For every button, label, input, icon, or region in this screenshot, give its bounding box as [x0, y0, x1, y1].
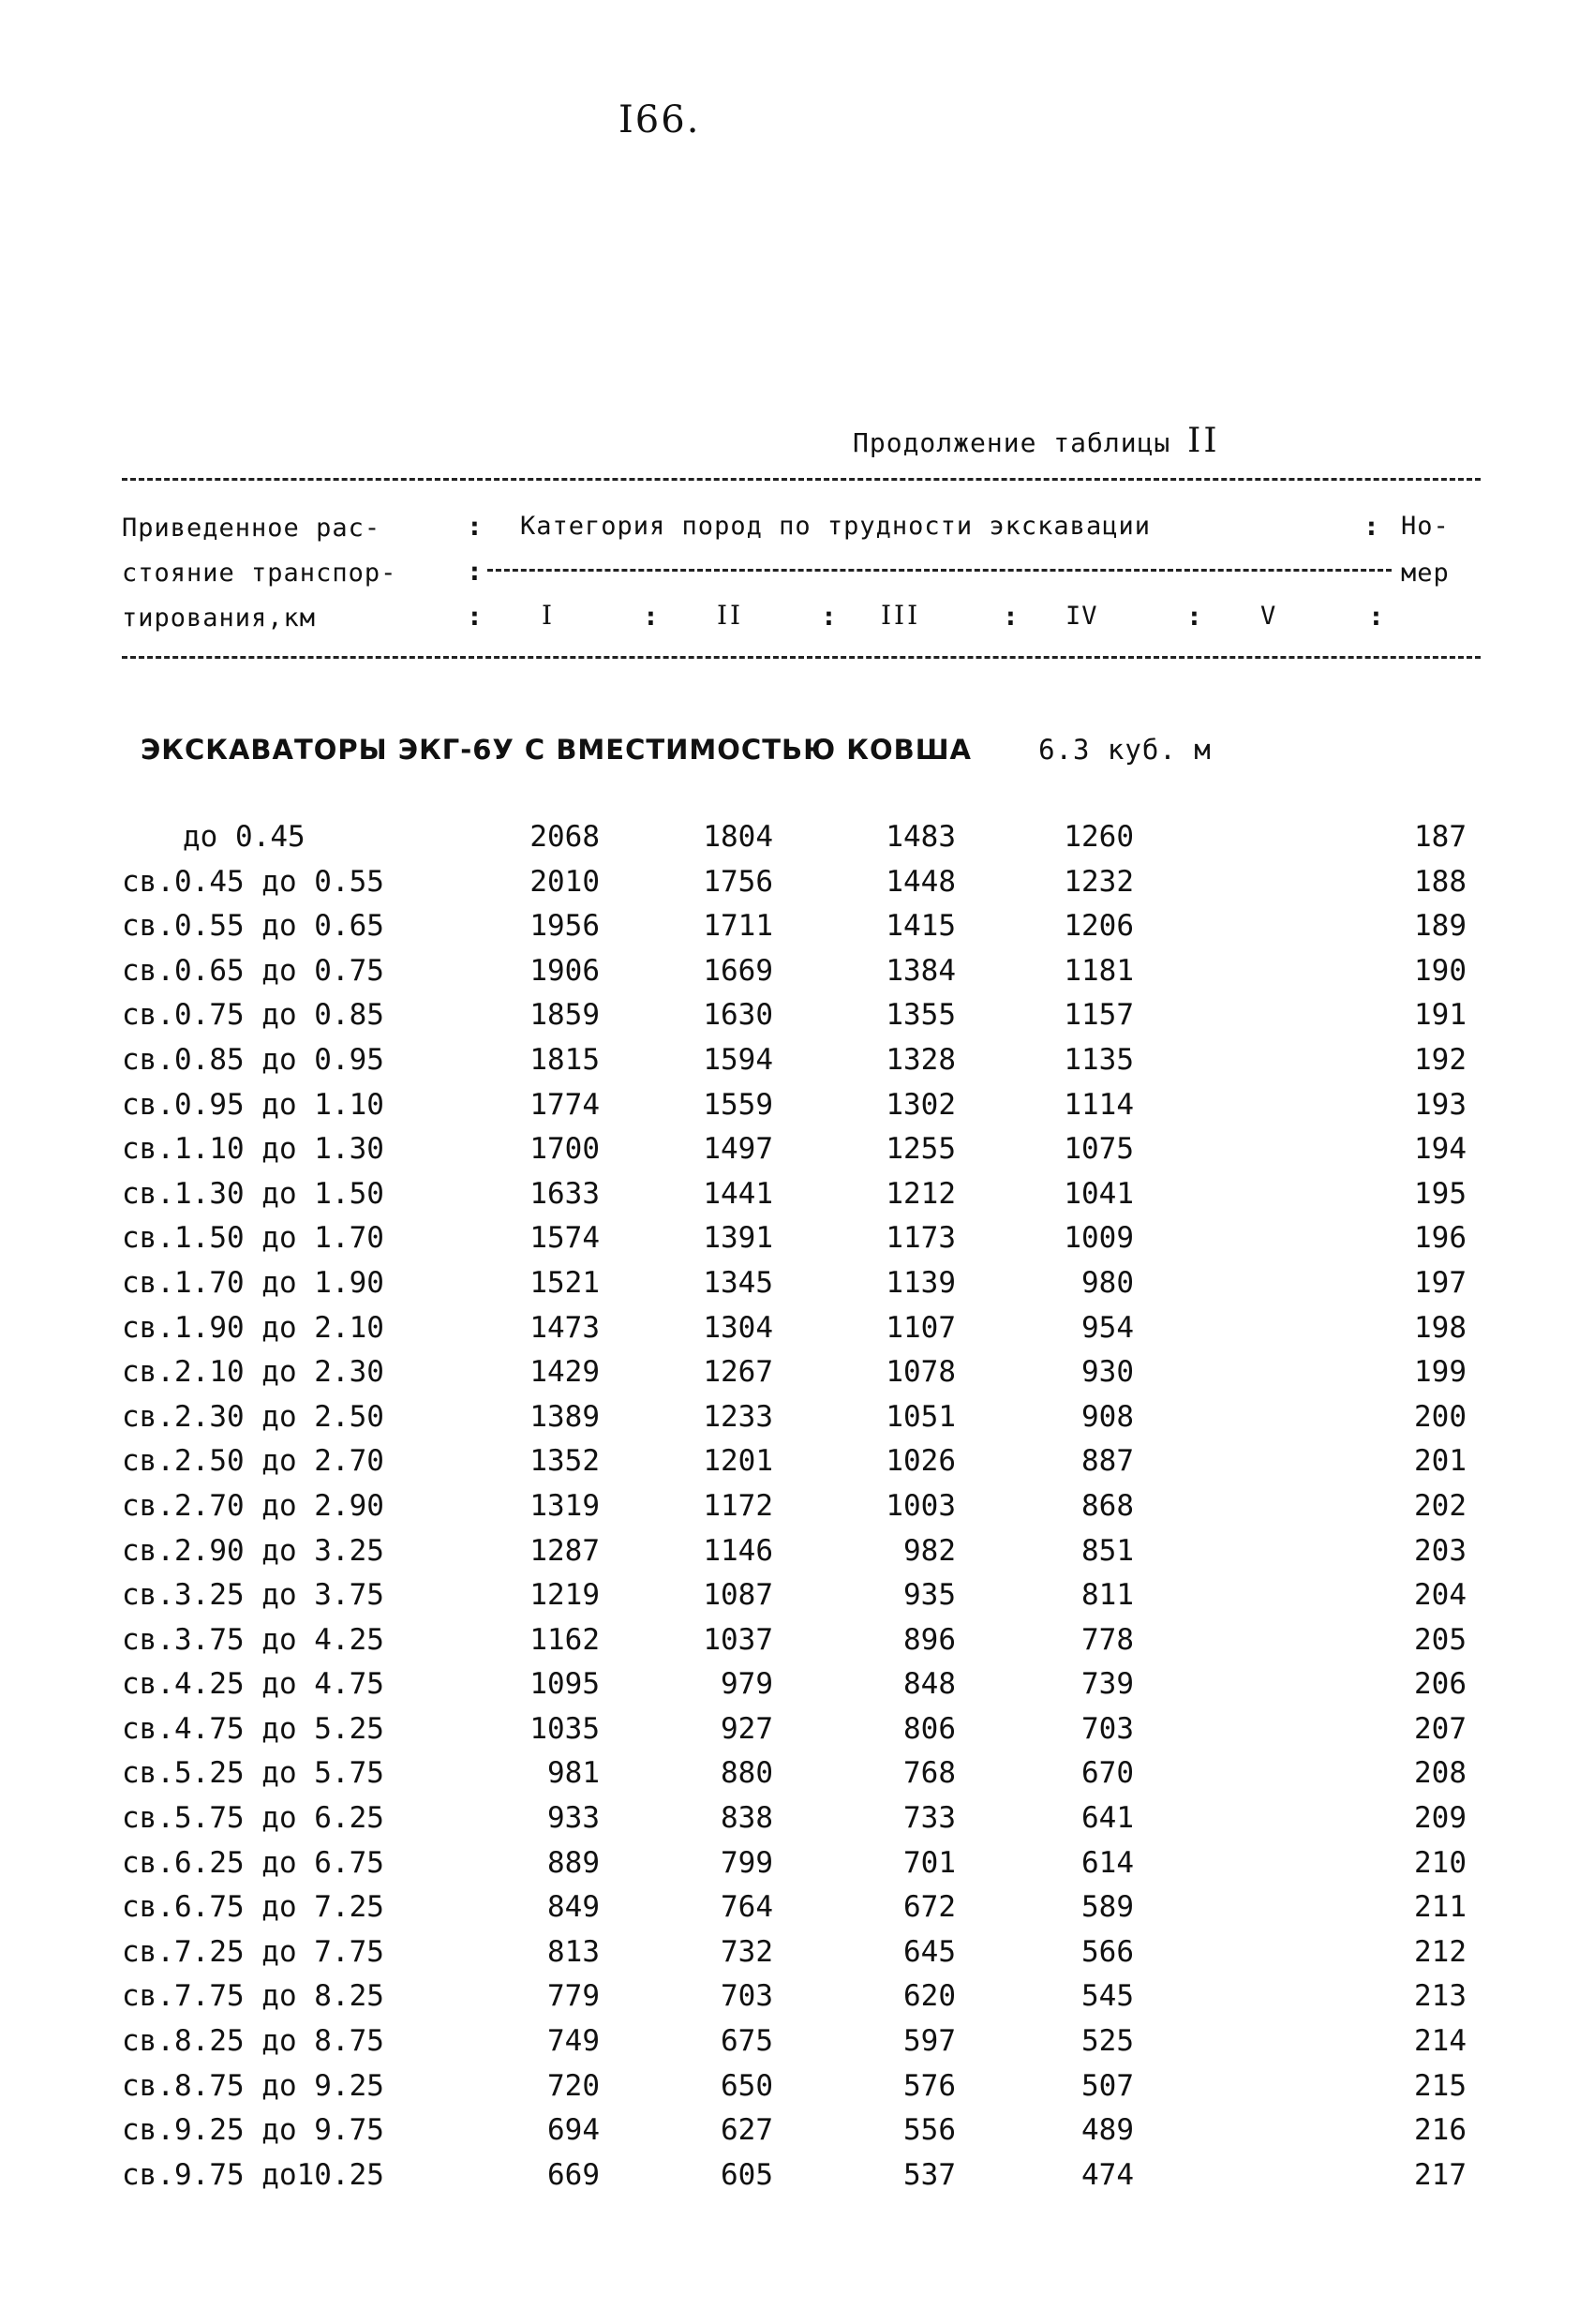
category-II-value: 1559 [703, 1087, 773, 1122]
category-I-value: 749 [547, 2024, 600, 2059]
category-I-value: 1700 [529, 1132, 600, 1167]
row-number: 190 [1414, 953, 1467, 988]
category-III-value: 1173 [886, 1221, 956, 1256]
category-III-value: 982 [903, 1533, 956, 1568]
category-I-value: 2010 [529, 864, 600, 899]
distance-range: св.6.25 до 6.75 [122, 1845, 384, 1880]
table-row [0, 909, 1594, 954]
category-IV-value: 474 [1081, 2157, 1134, 2192]
category-IV-value: 1114 [1064, 1087, 1134, 1122]
header-number-line1: Но- [1401, 512, 1450, 541]
rule-header-bottom [122, 656, 1481, 659]
table-row [0, 1801, 1594, 1846]
row-number: 193 [1414, 1087, 1467, 1122]
category-IV-value: 1009 [1064, 1221, 1134, 1256]
header-sep: : [467, 556, 483, 587]
row-number: 200 [1414, 1399, 1467, 1434]
row-number: 214 [1414, 2024, 1467, 2059]
header-sep: : [467, 601, 483, 632]
category-I-value: 1473 [529, 1310, 600, 1345]
category-II-value: 1804 [703, 820, 773, 854]
distance-range: св.2.10 до 2.30 [122, 1355, 384, 1390]
category-II-value: 1345 [703, 1265, 773, 1300]
category-I-value: 1429 [529, 1355, 600, 1390]
category-II-value: 1172 [703, 1488, 773, 1523]
category-I-value: 849 [547, 1890, 600, 1925]
category-IV-value: 930 [1081, 1355, 1134, 1390]
category-I-value: 1389 [529, 1399, 600, 1434]
table-row [0, 1043, 1594, 1088]
distance-range: св.0.75 до 0.85 [122, 998, 384, 1033]
category-III-value: 1003 [886, 1488, 956, 1523]
category-III-value: 1078 [886, 1355, 956, 1390]
category-III-value: 672 [903, 1890, 956, 1925]
table-row [0, 1979, 1594, 2024]
row-number: 189 [1414, 909, 1467, 944]
category-II-value: 627 [721, 2113, 773, 2148]
category-IV-value: 703 [1081, 1711, 1134, 1746]
category-IV-value: 887 [1081, 1444, 1134, 1479]
category-III-value: 1212 [886, 1176, 956, 1211]
row-number: 204 [1414, 1578, 1467, 1613]
category-IV-value: 908 [1081, 1399, 1134, 1434]
row-number: 208 [1414, 1756, 1467, 1791]
table-row [0, 998, 1594, 1043]
category-II-value: 1267 [703, 1355, 773, 1390]
category-II-value: 1391 [703, 1221, 773, 1256]
row-number: 206 [1414, 1667, 1467, 1702]
category-III-value: 1448 [886, 864, 956, 899]
category-I-value: 720 [547, 2068, 600, 2103]
row-number: 211 [1414, 1890, 1467, 1925]
section-capacity: 6.3 куб. м [1038, 734, 1212, 766]
distance-range: св.3.25 до 3.75 [122, 1578, 384, 1613]
distance-range: св.4.25 до 4.75 [122, 1667, 384, 1702]
page-number: I66. [618, 98, 701, 142]
table-row [0, 1667, 1594, 1712]
category-IV-value: 1135 [1064, 1042, 1134, 1077]
header-distance-line2: стояние транспор- [122, 559, 397, 588]
category-II-value: 1630 [703, 998, 773, 1033]
category-I-value: 779 [547, 1979, 600, 2014]
row-number: 191 [1414, 998, 1467, 1033]
row-number: 201 [1414, 1444, 1467, 1479]
category-III-value: 1384 [886, 953, 956, 988]
category-IV-value: 489 [1081, 2113, 1134, 2148]
category-IV-value: 980 [1081, 1265, 1134, 1300]
row-number: 205 [1414, 1622, 1467, 1657]
distance-range: св.1.70 до 1.90 [122, 1265, 384, 1300]
table-row [0, 954, 1594, 999]
category-IV-value: 1206 [1064, 909, 1134, 944]
row-number: 196 [1414, 1221, 1467, 1256]
category-I-value: 1956 [529, 909, 600, 944]
distance-range: св.9.25 до 9.75 [122, 2113, 384, 2148]
category-III-value: 1139 [886, 1265, 956, 1300]
row-number: 207 [1414, 1711, 1467, 1746]
category-III-value: 848 [903, 1667, 956, 1702]
category-II-value: 1146 [703, 1533, 773, 1568]
category-II-value: 650 [721, 2068, 773, 2103]
section-title-text: ЭКСКАВАТОРЫ ЭКГ-6У С ВМЕСТИМОСТЬЮ КОВША [141, 734, 972, 766]
category-III-value: 556 [903, 2113, 956, 2148]
distance-range: св.1.90 до 2.10 [122, 1310, 384, 1345]
category-IV-value: 1181 [1064, 953, 1134, 988]
distance-range: св.1.10 до 1.30 [122, 1132, 384, 1167]
category-III-value: 1415 [886, 909, 956, 944]
header-number-line2: мер [1401, 559, 1450, 588]
category-II-value: 1087 [703, 1578, 773, 1613]
row-number: 213 [1414, 1979, 1467, 2014]
table-row [0, 2069, 1594, 2114]
row-number: 199 [1414, 1355, 1467, 1390]
category-III-value: 645 [903, 1934, 956, 1969]
category-II-value: 979 [721, 1667, 773, 1702]
continuation-caption [853, 422, 1220, 460]
distance-range: св.0.85 до 0.95 [122, 1042, 384, 1077]
category-II-value: 1497 [703, 1132, 773, 1167]
distance-range: св.5.25 до 5.75 [122, 1756, 384, 1791]
distance-range: св.7.75 до 8.25 [122, 1979, 384, 2014]
table-row [0, 1355, 1594, 1400]
distance-range: св.3.75 до 4.25 [122, 1622, 384, 1657]
table-row [0, 1756, 1594, 1801]
continuation-label: Продолжение таблицы [853, 427, 1171, 458]
category-II-value: 732 [721, 1934, 773, 1969]
category-IV-value: 545 [1081, 1979, 1134, 2014]
row-number: 202 [1414, 1488, 1467, 1523]
category-IV-value: 670 [1081, 1756, 1134, 1791]
category-II-value: 880 [721, 1756, 773, 1791]
category-I-value: 889 [547, 1845, 600, 1880]
table-row [0, 1311, 1594, 1356]
category-I-value: 1633 [529, 1176, 600, 1211]
category-I-value: 1162 [529, 1622, 600, 1657]
category-IV-value: 1075 [1064, 1132, 1134, 1167]
row-number: 217 [1414, 2157, 1467, 2192]
category-II-value: 799 [721, 1845, 773, 1880]
category-I-value: 2068 [529, 820, 600, 854]
row-number: 195 [1414, 1176, 1467, 1211]
distance-range: св.0.65 до 0.75 [122, 953, 384, 988]
distance-range: св.5.75 до 6.25 [122, 1801, 384, 1836]
header-category-V: V [1260, 602, 1277, 631]
category-II-value: 1594 [703, 1042, 773, 1077]
row-number: 212 [1414, 1934, 1467, 1969]
category-III-value: 1483 [886, 820, 956, 854]
category-III-value: 1302 [886, 1087, 956, 1122]
category-I-value: 1352 [529, 1444, 600, 1479]
row-number: 194 [1414, 1132, 1467, 1167]
table-row [0, 2158, 1594, 2203]
category-IV-value: 739 [1081, 1667, 1134, 1702]
row-number: 209 [1414, 1801, 1467, 1836]
category-I-value: 1815 [529, 1042, 600, 1077]
category-III-value: 576 [903, 2068, 956, 2103]
table-row [0, 1578, 1594, 1623]
row-number: 192 [1414, 1042, 1467, 1077]
header-sep: : [643, 601, 659, 632]
row-number: 216 [1414, 2113, 1467, 2148]
category-I-value: 1219 [529, 1578, 600, 1613]
distance-range: св.2.70 до 2.90 [122, 1488, 384, 1523]
header-sep: : [467, 511, 483, 542]
category-IV-value: 641 [1081, 1801, 1134, 1836]
distance-range: св.1.50 до 1.70 [122, 1221, 384, 1256]
category-IV-value: 954 [1081, 1310, 1134, 1345]
category-I-value: 813 [547, 1934, 600, 1969]
category-II-value: 1304 [703, 1310, 773, 1345]
category-III-value: 733 [903, 1801, 956, 1836]
category-III-value: 1355 [886, 998, 956, 1033]
row-number: 197 [1414, 1265, 1467, 1300]
category-III-value: 537 [903, 2157, 956, 2192]
distance-range: до 0.45 [183, 820, 305, 854]
table-row [0, 1623, 1594, 1668]
row-number: 210 [1414, 1845, 1467, 1880]
distance-range: св.2.30 до 2.50 [122, 1399, 384, 1434]
category-I-value: 1521 [529, 1265, 600, 1300]
table-row [0, 1177, 1594, 1222]
category-II-value: 927 [721, 1711, 773, 1746]
header-category-III: III [881, 600, 921, 631]
table-row [0, 1935, 1594, 1980]
category-I-value: 1574 [529, 1221, 600, 1256]
category-IV-value: 1041 [1064, 1176, 1134, 1211]
category-III-value: 1328 [886, 1042, 956, 1077]
row-number: 215 [1414, 2068, 1467, 2103]
table-row [0, 1221, 1594, 1266]
category-II-value: 1711 [703, 909, 773, 944]
table-row [0, 1444, 1594, 1489]
table-row [0, 865, 1594, 910]
category-I-value: 1287 [529, 1533, 600, 1568]
table-row [0, 820, 1594, 865]
table-row [0, 1088, 1594, 1133]
category-III-value: 1255 [886, 1132, 956, 1167]
distance-range: св.4.75 до 5.25 [122, 1711, 384, 1746]
row-number: 198 [1414, 1310, 1467, 1345]
category-II-value: 1669 [703, 953, 773, 988]
category-IV-value: 1157 [1064, 998, 1134, 1033]
category-I-value: 669 [547, 2157, 600, 2192]
table-row [0, 1132, 1594, 1177]
category-IV-value: 589 [1081, 1890, 1134, 1925]
distance-range: св.9.75 до10.25 [122, 2157, 384, 2192]
category-II-value: 838 [721, 1801, 773, 1836]
category-I-value: 933 [547, 1801, 600, 1836]
category-II-value: 1037 [703, 1622, 773, 1657]
header-category-II: II [717, 600, 744, 631]
category-III-value: 768 [903, 1756, 956, 1791]
distance-range: св.8.75 до 9.25 [122, 2068, 384, 2103]
category-II-value: 764 [721, 1890, 773, 1925]
category-IV-value: 1232 [1064, 864, 1134, 899]
category-I-value: 1774 [529, 1087, 600, 1122]
distance-range: св.1.30 до 1.50 [122, 1176, 384, 1211]
category-I-value: 694 [547, 2113, 600, 2148]
category-I-value: 981 [547, 1756, 600, 1791]
distance-range: св.7.25 до 7.75 [122, 1934, 384, 1969]
table-row [0, 1846, 1594, 1891]
table-row [0, 1489, 1594, 1534]
distance-range: св.0.45 до 0.55 [122, 864, 384, 899]
table-row [0, 2024, 1594, 2069]
header-distance-line1: Приведенное рас- [122, 514, 381, 543]
category-II-value: 1233 [703, 1399, 773, 1434]
header-sep: : [1003, 601, 1019, 632]
table-row [0, 1534, 1594, 1579]
row-number: 187 [1414, 820, 1467, 854]
category-IV-value: 614 [1081, 1845, 1134, 1880]
category-II-value: 1441 [703, 1176, 773, 1211]
header-category-I: I [542, 600, 556, 631]
distance-range: св.0.95 до 1.10 [122, 1087, 384, 1122]
header-sep: : [1363, 511, 1379, 542]
category-I-value: 1906 [529, 953, 600, 988]
category-I-value: 1035 [529, 1711, 600, 1746]
data-rows [0, 820, 1594, 2202]
table-row [0, 1712, 1594, 1757]
distance-range: св.2.90 до 3.25 [122, 1533, 384, 1568]
distance-range: св.6.75 до 7.25 [122, 1890, 384, 1925]
table-row [0, 2113, 1594, 2158]
table-number: II [1187, 422, 1220, 460]
category-III-value: 806 [903, 1711, 956, 1746]
category-IV-value: 507 [1081, 2068, 1134, 2103]
category-III-value: 1026 [886, 1444, 956, 1479]
header-category-IV: IV [1065, 602, 1098, 631]
category-III-value: 597 [903, 2024, 956, 2059]
header-inner-rule [487, 569, 1392, 572]
category-I-value: 1095 [529, 1667, 600, 1702]
category-II-value: 1756 [703, 864, 773, 899]
table-row [0, 1890, 1594, 1935]
category-II-value: 605 [721, 2157, 773, 2192]
category-III-value: 935 [903, 1578, 956, 1613]
category-IV-value: 811 [1081, 1578, 1134, 1613]
row-number: 188 [1414, 864, 1467, 899]
category-III-value: 1051 [886, 1399, 956, 1434]
category-IV-value: 525 [1081, 2024, 1134, 2059]
category-III-value: 1107 [886, 1310, 956, 1345]
category-II-value: 1201 [703, 1444, 773, 1479]
category-IV-value: 778 [1081, 1622, 1134, 1657]
category-IV-value: 566 [1081, 1934, 1134, 1969]
category-IV-value: 1260 [1064, 820, 1134, 854]
row-number: 203 [1414, 1533, 1467, 1568]
header-sep: : [1186, 601, 1202, 632]
header-sep: : [1368, 601, 1384, 632]
table-row [0, 1400, 1594, 1445]
header-category-title: Категория пород по трудности экскавации [520, 512, 1151, 541]
rule-top [122, 478, 1481, 481]
category-III-value: 701 [903, 1845, 956, 1880]
distance-range: св.8.25 до 8.75 [122, 2024, 384, 2059]
category-II-value: 703 [721, 1979, 773, 2014]
header-distance-line3: тирования,км [122, 603, 317, 633]
category-IV-value: 851 [1081, 1533, 1134, 1568]
category-II-value: 675 [721, 2024, 773, 2059]
distance-range: св.0.55 до 0.65 [122, 909, 384, 944]
section-title [141, 734, 1212, 766]
table-row [0, 1266, 1594, 1311]
category-IV-value: 868 [1081, 1488, 1134, 1523]
distance-range: св.2.50 до 2.70 [122, 1444, 384, 1479]
category-I-value: 1859 [529, 998, 600, 1033]
category-I-value: 1319 [529, 1488, 600, 1523]
category-III-value: 896 [903, 1622, 956, 1657]
category-III-value: 620 [903, 1979, 956, 2014]
header-sep: : [821, 601, 837, 632]
